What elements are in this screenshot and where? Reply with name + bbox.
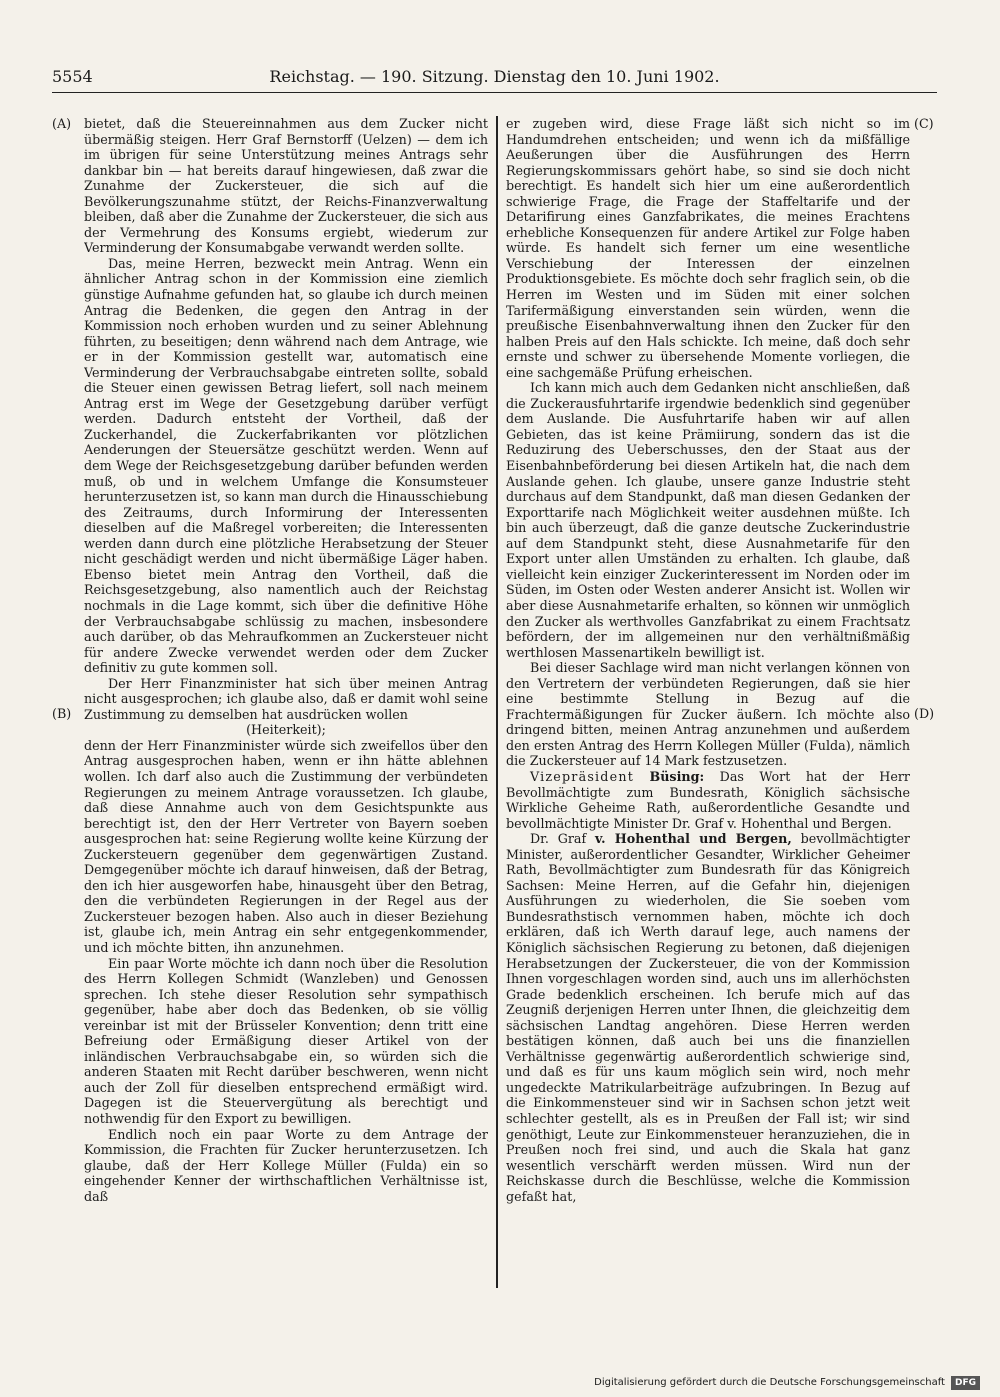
speaker-name: v. Hohenthal und Bergen,: [595, 831, 792, 847]
footer: [560, 1375, 980, 1391]
speech-text: bevollmächtigter Minister, außerordentlicher Gesandter, Wirklicher Geheimer Rath, Bevollmächtigter zum Bundesrath für das Königreich Sachsen: Meine Herren, auf die Gefahr hin, diejenigen Ausführungen zu wiederholen, die Sie soeben vom Bundesrathstisch vernommen haben, möchte ich doch erklären, daß ich Werth darauf lege, auch namens der Königlich sächsischen Regierung zu betonen, daß diejenigen Herabsetzungen der Zuckersteuer, die von der Kommission Ihnen vorgeschlagen worden sind, auch uns im allerhöchsten Grade bedenklich erscheinen. Ich berufe mich auf das Zeugniß derjenigen Herren unter Ihnen, die gleichzeitig dem sächsischen Landtag angehören. Diese Herren werden bestätigen können, daß auch bei uns die finanziellen Verhältnisse gegenwärtig außerordentlich schwierige sind, und daß es für uns kaum möglich sein wird, noch mehr ungedeckte Matrikularbeiträge aufzubringen. In Bezug auf die Einkommensteuer sind wir in Sachsen schon jetzt weit schlechter gestellt, als es in Preußen der Fall ist; wir sind genöthigt, Leute zur Einkommensteuer heranzuziehen, die in Preußen noch frei sind, und auch die Skala hat ganz wesentlich verschärft werden müssen. Wird nun der Reichskasse durch die Beschlüsse, welche die Kommission gefaßt hat,: [506, 831, 910, 1204]
page-title: Reichstag. — 190. Sitzung. Dienstag den 10. Juni 1902.: [269, 67, 720, 86]
left-column: [84, 116, 488, 1288]
dfg-logo: DFG: [951, 1376, 980, 1390]
margin-marker-a: (A): [52, 116, 72, 131]
header-rule: [52, 92, 937, 93]
paragraph: Ich kann mich auch dem Gedanken nicht anschließen, daß die Zuckerausfuhrtarife irgendwie bedenklich sind gegenüber dem Auslande. Die Ausfuhrtarife haben wir auf allen Gebieten, das ist keine Prämiirung, sondern das ist die Reduzirung des Ueberschusses, den der Staat aus der Eisenbahnbeförderung bei diesen Artikeln hat, die nach dem Auslande gehen. Ich glaube, unsere ganze Industrie steht durchaus auf dem Standpunkt, daß man diesen Gedanken der Exporttarife nach Möglichkeit weiter ausdehnen müßte. Ich bin auch überzeugt, daß die ganze deutsche Zuckerindustrie auf dem Standpunkt steht, diese Ausnahmetarife für den Export unter allen Umständen zu erhalten. Ich glaube, daß vielleicht kein einziger Zuckerinteressent im Norden oder im Süden, im Osten oder Westen anderer Ansicht ist. Wollen wir aber diese Ausnahmetarife erhalten, so können wir unmöglich den Zucker als werthvolles Ganzfabrikat zu einem Frachtsatz befördern, der im allgemeinen nur den verhältnißmäßig werthlosen Massenartikeln bewilligt ist.: [506, 380, 910, 660]
right-column: [506, 116, 910, 1288]
speaker-title: Dr. Graf: [530, 831, 587, 847]
speaker-name: Büsing:: [649, 768, 705, 784]
page-header: [52, 66, 937, 88]
margin-marker-d: (D): [914, 706, 935, 721]
paragraph: Das, meine Herren, bezweckt mein Antrag. Wenn ein ähnlicher Antrag schon in der Kommission eine ziemlich günstige Aufnahme gefunden hat, so glaube ich durch meinen Antrag die Bedenken, die gegen den Antrag in der Kommission noch erhoben wurden und zu seiner Ablehnung führten, zu beseitigen; denn während nach dem Antrage, wie er in der Kommission gestellt war, automatisch eine Verminderung der Verbrauchsabgabe eintreten sollte, sobald die Steuer einen gewissen Betrag liefert, soll nach meinem Antrag erst im Wege der Gesetzgebung darüber verfügt werden. Dadurch entsteht der Vortheil, daß der Zuckerhandel, die Zuckerfabrikanten vor plötzlichen Aenderungen der Steuersätze geschützt werden. Wenn auf dem Wege der Reichsgesetzgebung darüber befunden werden muß, ob und in welchem Umfange die Konsumsteuer herunterzusetzen ist, so kann man durch die Hinausschiebung des Zeitraums, durch Informirung der Interessenten dieselben auf die Maßregel vorbereiten; die Interessenten werden dann durch eine plötzliche Herabsetzung der Steuer nicht geschädigt werden und nicht übermäßige Läger haben. Ebenso bietet mein Antrag den Vortheil, daß die Reichsgesetzgebung, also namentlich auch der Reichstag nochmals in die Lage kommt, sich über die definitive Höhe der Verbrauchsabgabe schlüssig zu machen, insbesondere auch darüber, ob das Mehraufkommen an Zuckersteuer nicht für andere Zwecke verwendet werden oder dem Zucker definitiv zu gute kommen soll.: [84, 255, 488, 676]
page-number: 5554: [52, 67, 93, 86]
speech-text: Das Wort hat der Herr Bevollmächtigte zum Bundesrath, Königlich sächsische Wirkliche Geheime Rath, außerordentliche Gesandte und bevollmächtigte Minister Dr. Graf v. Hohenthal und Bergen.: [506, 768, 910, 831]
paragraph: denn der Herr Finanzminister würde sich zweifellos über den Antrag ausgesprochen haben, wenn er ihn hätte ablehnen wollen. Ich darf also auch die Zustimmung der verbündeten Regierungen zu meinem Antrage voraussetzen. Ich glaube, daß diese Annahme auch von dem Gesichtspunkte aus berechtigt ist, den der Herr Vertreter von Bayern soeben ausgesprochen hat: seine Regierung wollte keine Kürzung der Zuckersteuern gegenüber dem gegenwärtigen Zustand. Demgegenüber möchte ich darauf hinweisen, daß der Betrag, den ich hier ausgeworfen habe, hinausgeht über den Betrag, den die verbündeten Regierungen in der Regel aus der Zuckersteuer bezogen haben. Also auch in dieser Beziehung ist, glaube ich, mein Antrag ein sehr entgegenkommender, und ich möchte bitten, ihn anzunehmen.: [84, 737, 488, 955]
footer-text: Digitalisierung gefördert durch die Deutsche Forschungsgemeinschaft: [594, 1377, 945, 1388]
interjection: (Heiterkeit);: [246, 722, 326, 738]
paragraph: bietet, daß die Steuereinnahmen aus dem Zucker nicht übermäßig steigen. Herr Graf Bernstorff (Uelzen) — dem ich im übrigen für seine Unterstützung meines Antrags sehr dankbar bin — hat bereits darauf hingewiesen, daß zwar die Zunahme der Zuckersteuer, die sich auf die Bevölkerungszunahme stützt, der Reichs-Finanzverwaltung bleiben, daß aber die Zunahme der Zuckersteuer, die sich aus der Vermehrung des Konsums ergiebt, wiederum zur Verminderung der Konsumabgabe verwandt werden sollte.: [84, 116, 488, 256]
speaker-role: Vizepräsident: [530, 768, 635, 784]
paragraph: Der Herr Finanzminister hat sich über meinen Antrag nicht ausgesprochen; ich glaube also, daß er damit wohl seine Zustimmung zu demselben hat ausdrücken wollen: [84, 675, 488, 722]
speaker-paragraph: [506, 831, 910, 1204]
paragraph: Endlich noch ein paar Worte zu dem Antrage der Kommission, die Frachten für Zucker herunterzusetzen. Ich glaube, daß der Herr Kollege Müller (Fulda) ein so eingehender Kenner der wirthschaftlichen Verhältnisse ist, daß: [84, 1126, 488, 1204]
paragraph: er zugeben wird, diese Frage läßt sich nicht so im Handumdrehen entscheiden; und wenn ich da mißfällige Aeußerungen über die Ausführungen des Herrn Regierungskommissars gehört habe, so sind sie doch nicht berechtigt. Es handelt sich hier um eine außerordentlich schwierige Frage, die Frage der Staffeltarife und der Detarifirung eines Ganzfabrikates, die meines Erachtens erhebliche Konsequenzen für andere Artikel zur Folge haben würde. Es handelt sich ferner um eine wesentliche Verschiebung der Interessen der einzelnen Produktionsgebiete. Es möchte doch sehr fraglich sein, ob die Herren im Westen und im Süden mit einer solchen Tarifermäßigung einverstanden sein würden, wenn die preußische Eisenbahnverwaltung ihnen den Zucker für den halben Preis auf den Hals schickte. Ich meine, daß doch sehr ernste und schwer zu übersehende Momente vorliegen, die eine sachgemäße Prüfung erheischen.: [506, 116, 910, 380]
margin-marker-c: (C): [914, 116, 934, 131]
paragraph: Ein paar Worte möchte ich dann noch über die Resolution des Herrn Kollegen Schmidt (Wanzleben) und Genossen sprechen. Ich stehe dieser Resolution sehr sympathisch gegenüber, habe aber doch das Bedenken, ob sie völlig vereinbar ist mit der Brüsseler Konvention; denn tritt eine Befreiung oder Ermäßigung dieser Artikel von der inländischen Verbrauchsabgabe ein, so würden sich die anderen Staaten mit Recht darüber beschweren, wenn nicht auch der Zoll für dieselben entsprechend ermäßigt wird. Dagegen ist die Steuervergütung als berechtigt und nothwendig für den Export zu bewilligen.: [84, 955, 488, 1126]
margin-marker-b: (B): [52, 706, 72, 721]
column-divider: [496, 116, 498, 1288]
paragraph: Bei dieser Sachlage wird man nicht verlangen können von den Vertretern der verbündeten Regierungen, daß sie hier eine bestimmte Stellung in Bezug auf die Frachtermäßigungen für Zucker äußern. Ich möchte also dringend bitten, meinen Antrag anzunehmen und außerdem den ersten Antrag des Herrn Kollegen Müller (Fulda), nämlich die Zuckersteuer auf 14 Mark festzusetzen.: [506, 660, 910, 769]
speaker-paragraph: [506, 769, 910, 831]
